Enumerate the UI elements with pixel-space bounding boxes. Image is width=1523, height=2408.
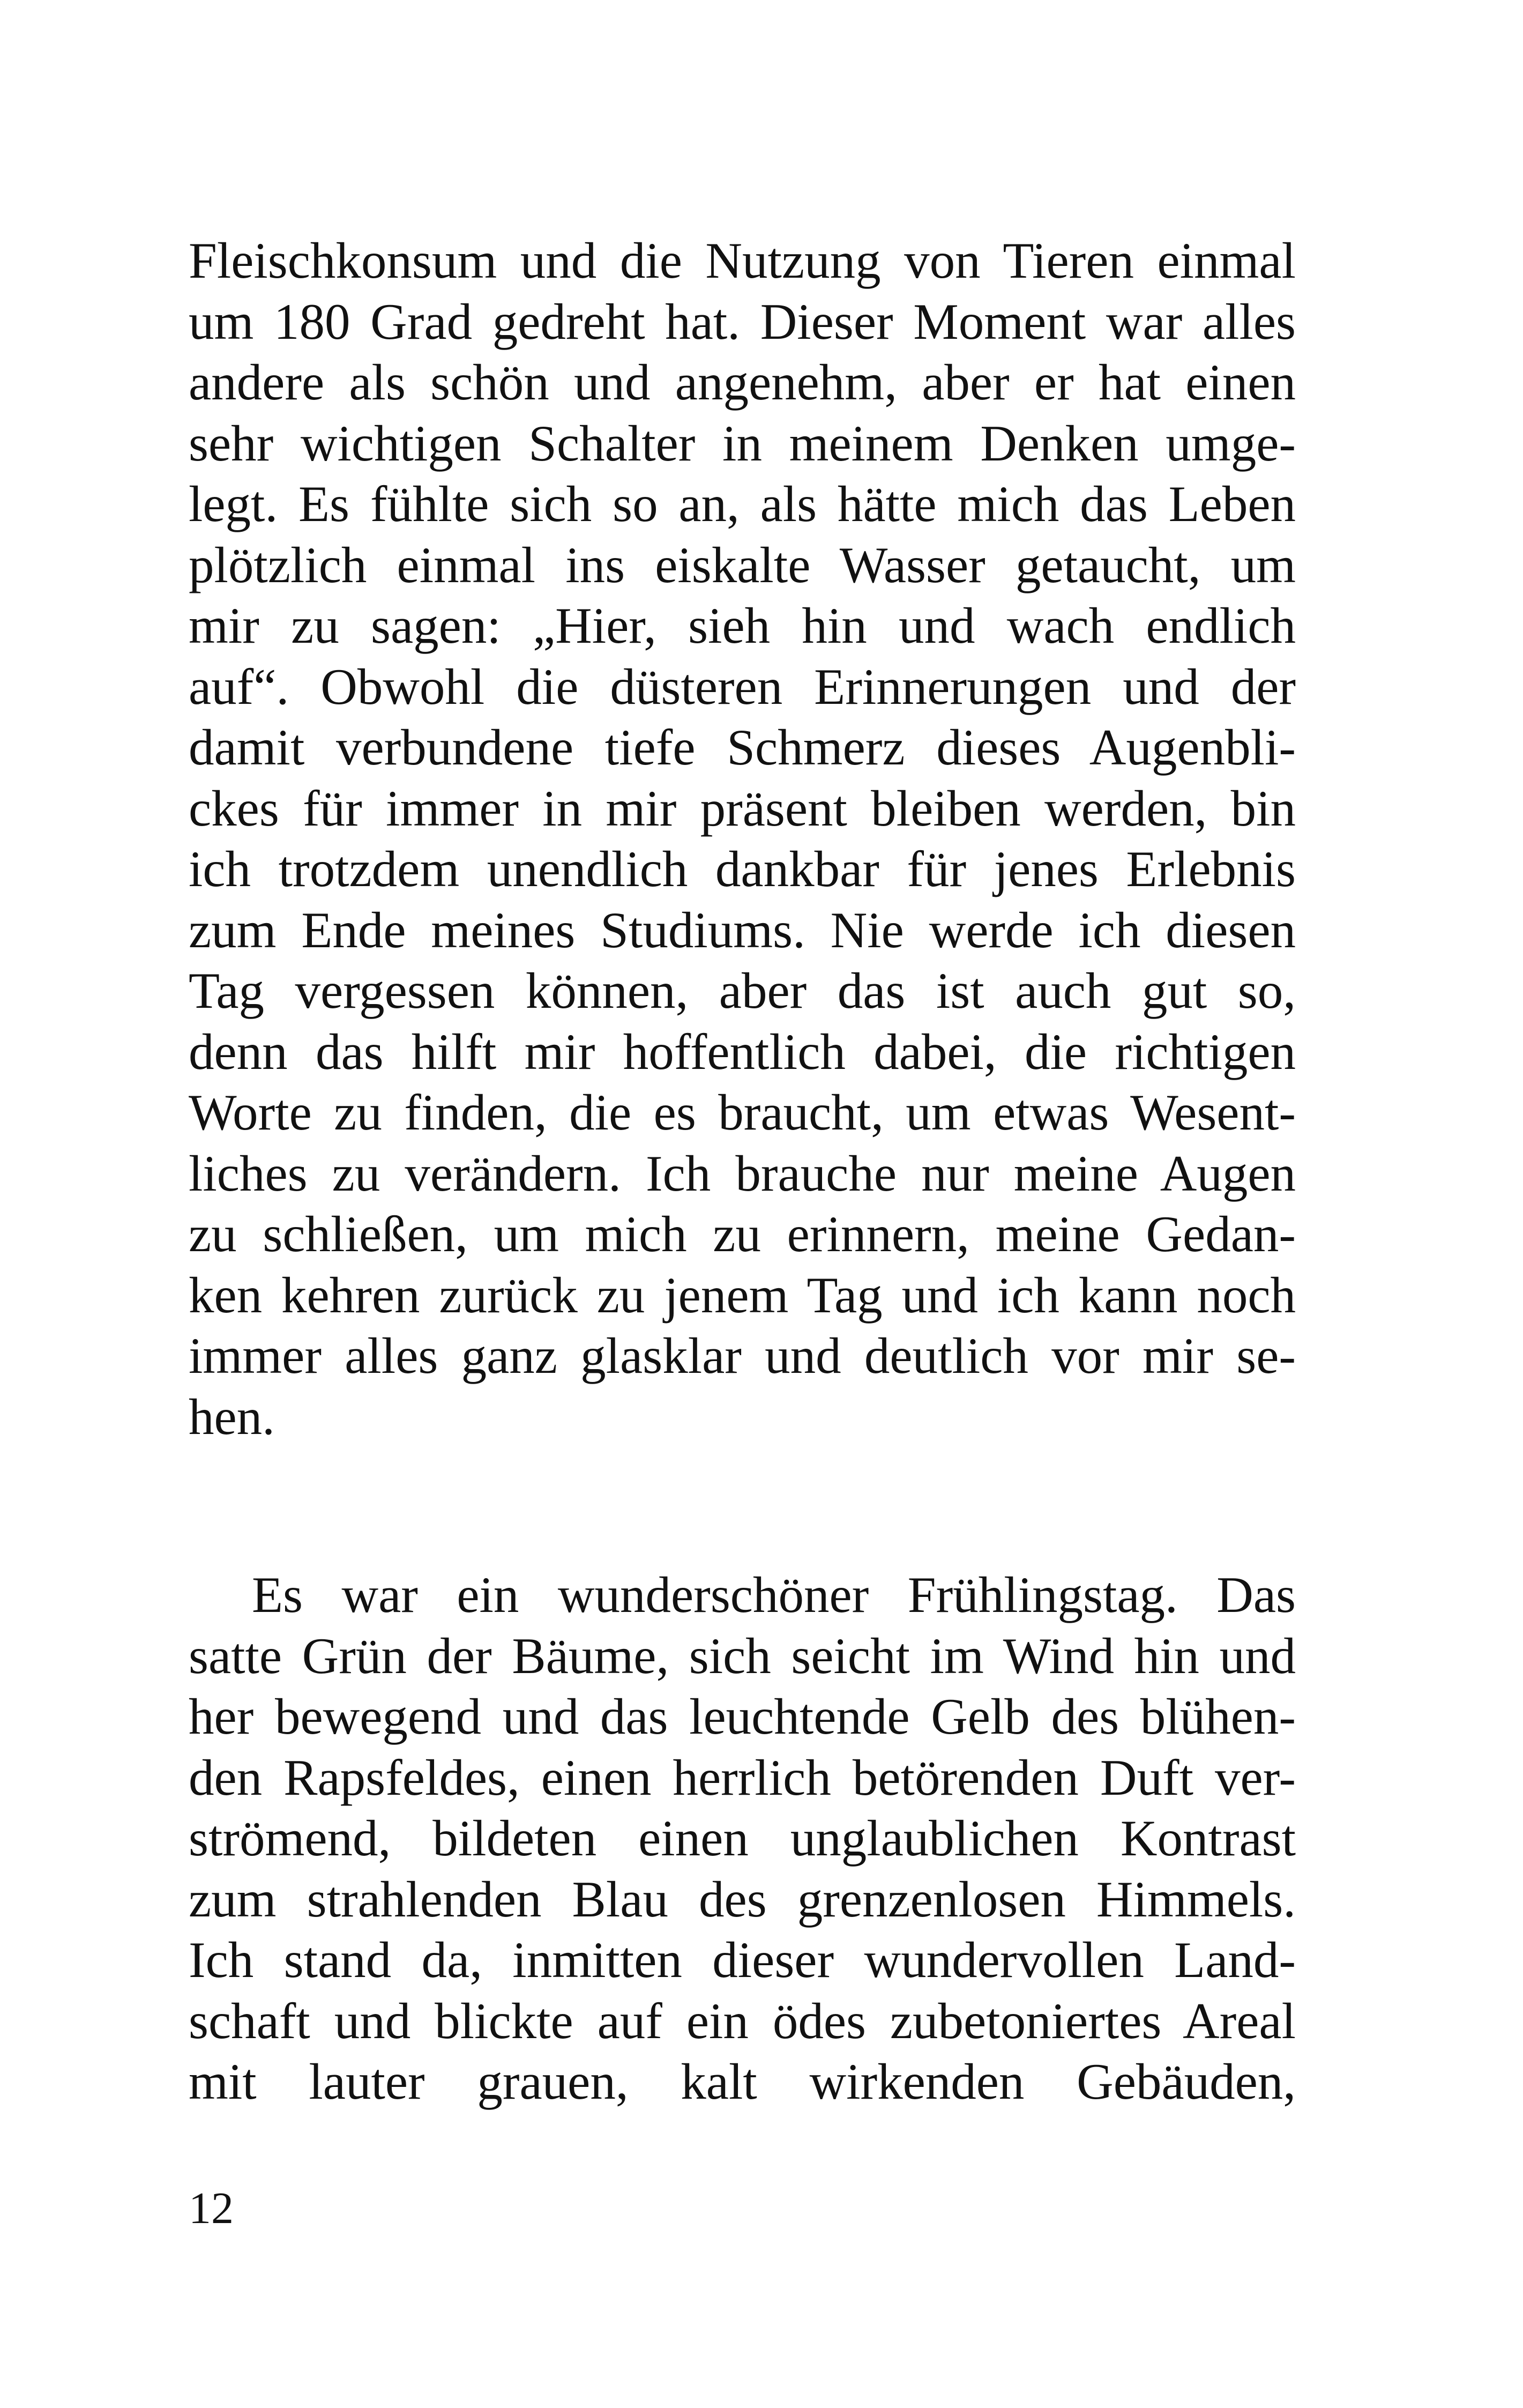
text-line: zum strahlenden Blau des grenzenlosen Himmels.	[189, 1870, 1296, 1928]
text-line: zu schließen, um mich zu erinnern, meine Gedan-	[189, 1206, 1296, 1262]
text-line: Tag vergessen können, aber das ist auch gut so,	[189, 962, 1296, 1019]
text-line: Worte zu finden, die es braucht, um etwas Wesent-	[189, 1084, 1296, 1141]
text-line: andere als schön und angenehm, aber er hat einen	[189, 354, 1296, 411]
text-line: damit verbundene tiefe Schmerz dieses Augenbli-	[189, 719, 1296, 776]
text-line: mir zu sagen: „Hier, sieh hin und wach endlich	[189, 597, 1296, 654]
text-line: immer alles ganz glasklar und deutlich vor mir se-	[189, 1327, 1296, 1384]
text-line: hen.	[189, 1388, 275, 1445]
text-line: sehr wichtigen Schalter in meinem Denken umge-	[189, 414, 1296, 472]
text-line: auf“. Obwohl die düsteren Erinnerungen und der	[189, 658, 1296, 715]
text-line: strömend, bildeten einen unglaublichen Kontrast	[189, 1810, 1296, 1867]
text-line: ich trotzdem unendlich dankbar für jenes Erlebnis	[189, 841, 1296, 897]
text-line: Ich stand da, inmitten dieser wundervollen Land-	[189, 1931, 1296, 1988]
text-line: denn das hilft mir hoffentlich dabei, die richtigen	[189, 1023, 1296, 1080]
text-line: legt. Es fühlte sich so an, als hätte mich das Leben	[189, 475, 1296, 532]
paragraph-2	[189, 1565, 1296, 2113]
text-line: ckes für immer in mir präsent bleiben werden, bin	[189, 779, 1296, 837]
text-line: liches zu verändern. Ich brauche nur meine Augen	[189, 1144, 1296, 1202]
text-line: den Rapsfeldes, einen herrlich betörenden Duft ver-	[189, 1749, 1296, 1806]
text-line: satte Grün der Bäume, sich seicht im Wind hin und	[189, 1627, 1296, 1684]
page-number: 12	[189, 2183, 234, 2233]
text-line: Fleischkonsum und die Nutzung von Tieren einmal	[189, 232, 1296, 289]
text-line: ken kehren zurück zu jenem Tag und ich kann noch	[189, 1266, 1296, 1324]
text-line: mit lauter grauen, kalt wirkenden Gebäuden,	[189, 2053, 1296, 2110]
text-line: schaft und blickte auf ein ödes zubetoniertes Areal	[189, 1992, 1296, 2049]
text-line: um 180 Grad gedreht hat. Dieser Moment war alles	[189, 293, 1296, 350]
text-line: plötzlich einmal ins eiskalte Wasser getaucht, um	[189, 536, 1296, 593]
text-line: her bewegend und das leuchtende Gelb des blühen-	[189, 1688, 1296, 1745]
paragraph-1	[189, 231, 1296, 1447]
text-line: Es war ein wunderschöner Frühlingstag. Das	[252, 1566, 1296, 1623]
text-line: zum Ende meines Studiums. Nie werde ich diesen	[189, 901, 1296, 958]
